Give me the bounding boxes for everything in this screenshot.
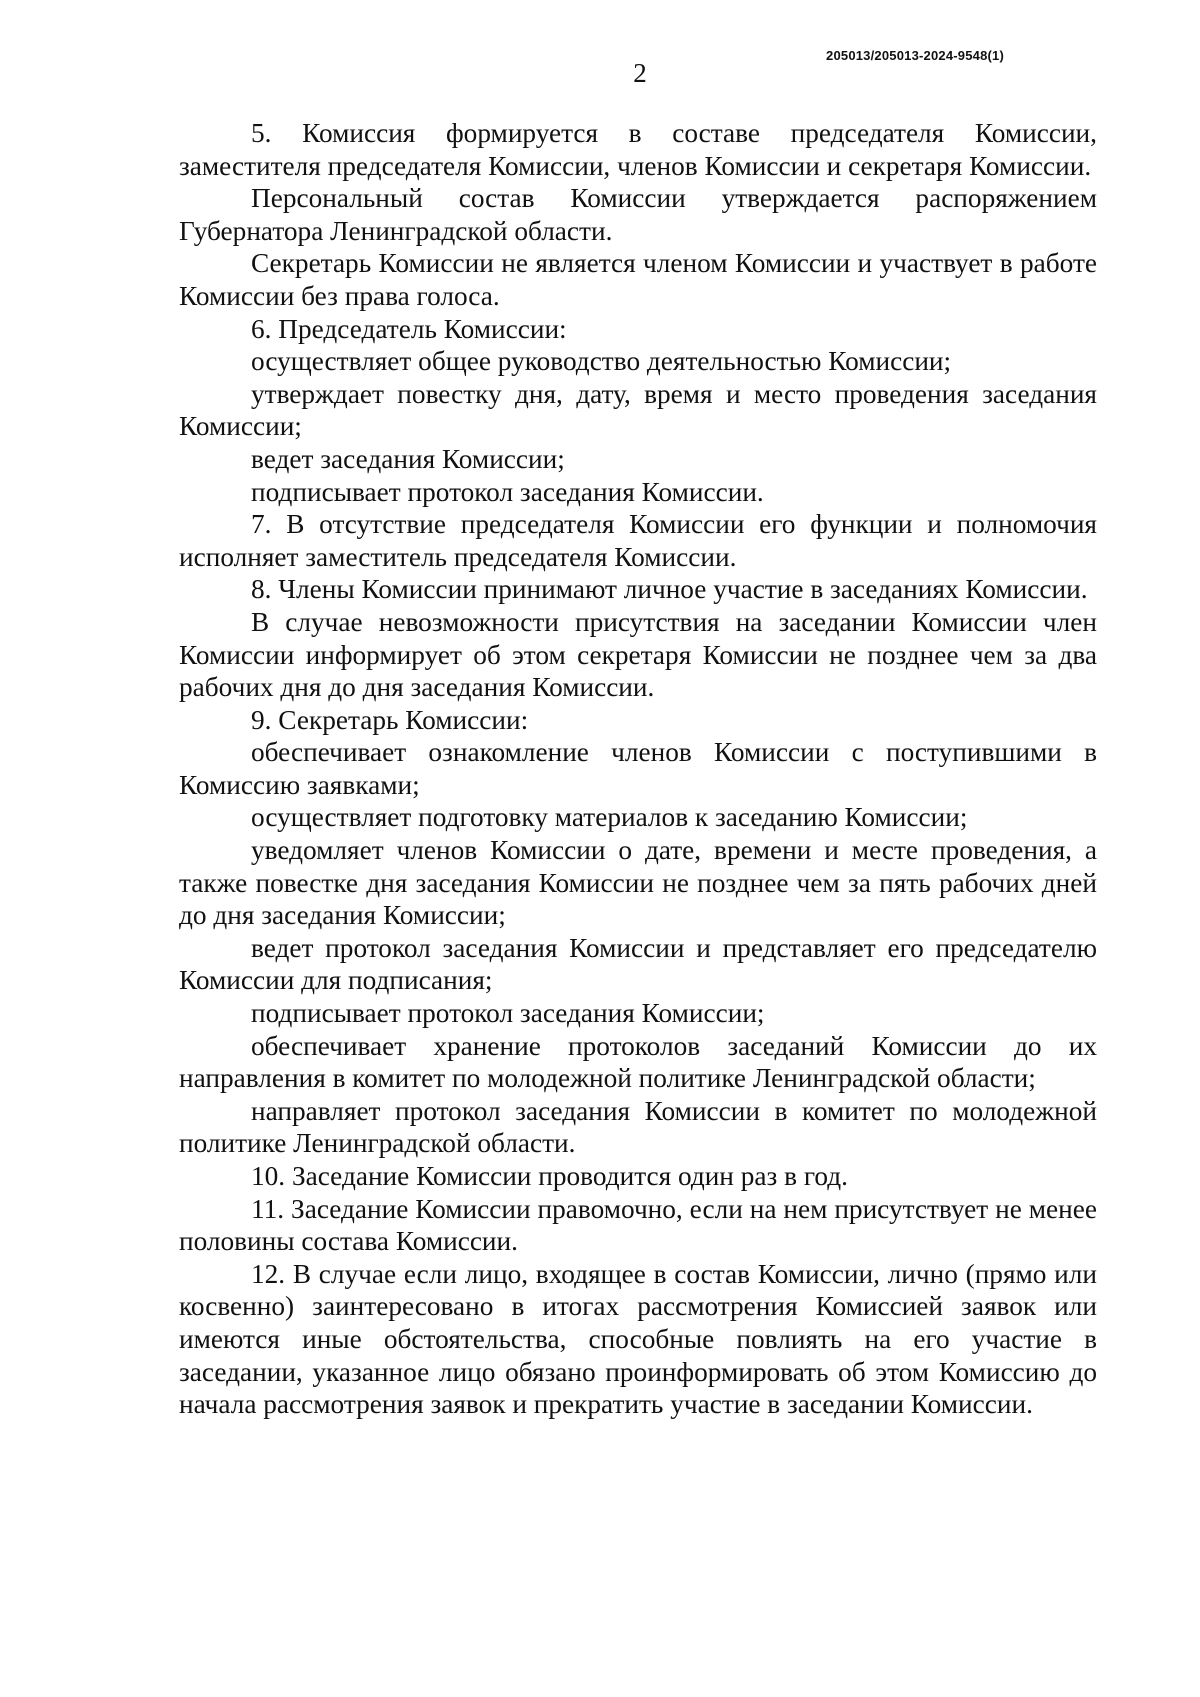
paragraph-secretary-duty-5: подписывает протокол заседания Комиссии; — [251, 998, 765, 1029]
paragraph-personal-composition: Персональный состав Комиссии утверждается распоряжением Губернатора Ленинградской области. — [179, 183, 1097, 246]
paragraph-secretary-role: Секретарь Комиссии не является членом Комиссии и участвует в работе Комиссии без права голоса. — [179, 248, 1097, 311]
paragraph-9: 9. Секретарь Комиссии: — [251, 704, 529, 735]
paragraph-12: 12. В случае если лицо, входящее в состав Комиссии, лично (прямо или косвенно) заинтересовано в итогах рассмотрения Комиссией заявок или имеются иные обстоятельства, способные повлиять на его участие в заседании, указанное лицо обязано проинформировать об этом Комиссию до начала рассмотрения заявок и прекратить участие в заседании Комиссии. — [179, 1258, 1097, 1420]
paragraph-secretary-duty-3: уведомляет членов Комиссии о дате, времени и месте проведения, а также повестке дня заседания Комиссии не позднее чем за пять рабочих дней до дня заседания Комиссии; — [179, 835, 1097, 931]
document-id: 205013/205013-2024-9548(1) — [826, 48, 1004, 63]
paragraph-8: 8. Члены Комиссии принимают личное участие в заседаниях Комиссии. — [251, 574, 1088, 605]
paragraph-secretary-duty-7: направляет протокол заседания Комиссии в комитет по молодежной политике Ленинградской области. — [179, 1095, 1097, 1159]
paragraph-11: 11. Заседание Комиссии правомочно, если на нем присутствует не менее половины состава Комиссии. — [179, 1193, 1097, 1257]
paragraph-7: 7. В отсутствие председателя Комиссии его функции и полномочия исполняет заместитель председателя Комиссии. — [179, 509, 1097, 572]
paragraph-10: 10. Заседание Комиссии проводится один раз в год. — [251, 1161, 848, 1191]
paragraph-absence: В случае невозможности присутствия на заседании Комиссии член Комиссии информирует об этом секретаря Комиссии не позднее чем за два рабочих дня до дня заседания Комиссии. — [179, 606, 1097, 703]
paragraph-secretary-duty-2: осуществляет подготовку материалов к заседанию Комиссии; — [251, 802, 968, 833]
paragraph-secretary-duty-4: ведет протокол заседания Комиссии и представляет его председателю Комиссии для подписания; — [179, 932, 1097, 996]
paragraph-chair-duty-3: ведет заседания Комиссии; — [251, 443, 565, 474]
paragraph-6: 6. Председатель Комиссии: — [251, 313, 567, 344]
page-number: 2 — [633, 58, 647, 88]
document-body — [179, 117, 1097, 1421]
paragraph-secretary-duty-1: обеспечивает ознакомление членов Комиссии с поступившими в Комиссию заявками; — [179, 737, 1097, 800]
paragraph-5: 5. Комиссия формируется в составе председателя Комиссии, заместителя председателя Комиссии, членов Комиссии и секретаря Комиссии. — [179, 118, 1097, 181]
paragraph-chair-duty-2: утверждает повестку дня, дату, время и место проведения заседания Комиссии; — [179, 378, 1097, 442]
paragraph-secretary-duty-6: обеспечивает хранение протоколов заседаний Комиссии до их направления в комитет по молодежной политике Ленинградской области; — [179, 1030, 1097, 1094]
paragraph-chair-duty-1: осуществляет общее руководство деятельностью Комиссии; — [251, 346, 952, 377]
paragraph-chair-duty-4: подписывает протокол заседания Комиссии. — [251, 476, 764, 507]
